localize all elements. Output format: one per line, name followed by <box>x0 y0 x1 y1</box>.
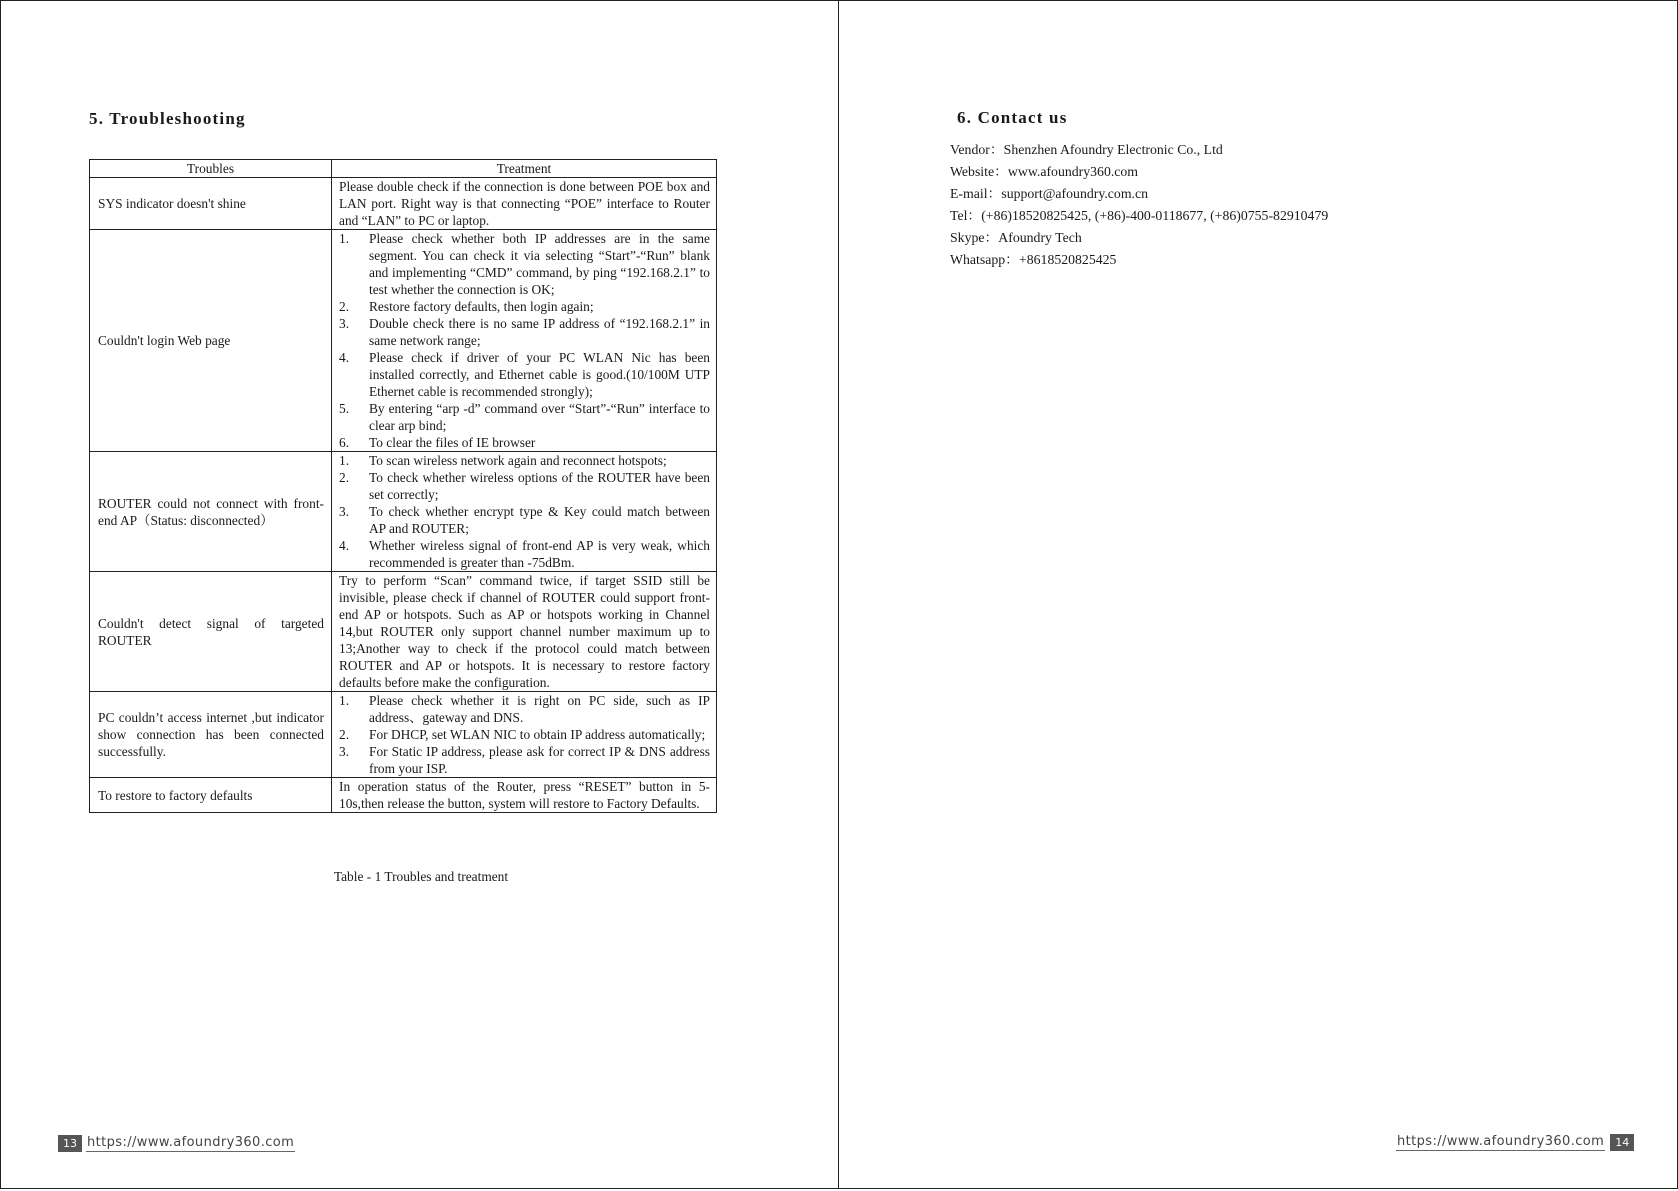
trouble-cell: To restore to factory defaults <box>90 778 332 813</box>
contact-skype: Skype：Afoundry Tech <box>950 230 1082 245</box>
table-row <box>90 692 717 778</box>
header-treatment: Treatment <box>332 160 717 178</box>
troubleshooting-table <box>89 159 717 813</box>
treatment-cell <box>332 692 717 778</box>
table-row <box>90 452 717 572</box>
list-item: 3. Double check there is no same IP address of “192.168.2.1” in same network range; <box>339 316 710 348</box>
contact-heading: 6. Contact us <box>957 108 1068 127</box>
treatment-cell: Try to perform “Scan” command twice, if target SSID still be invisible, please check if channel of ROUTER could support front-end AP or hotspots. Such as AP or hotspots working in Channel 14,but ROUTER only support channel number maximum up to 13;Another way to check if the protocol could match between ROUTER and AP or hotspots. It is necessary to restore factory defaults before make the configuration. <box>332 572 717 692</box>
footer-url[interactable]: https://www.afoundry360.com <box>87 1135 295 1150</box>
table-row <box>90 572 717 692</box>
trouble-cell: Couldn't detect signal of targeted ROUTER <box>90 572 332 692</box>
list-item: 2. To check whether wireless options of the ROUTER have been set correctly; <box>339 470 710 502</box>
table-header-row <box>90 160 717 178</box>
header-troubles: Troubles <box>90 160 332 178</box>
treatment-cell: In operation status of the Router, press “RESET” button in 5-10s,then release the button, system will restore to Factory Defaults. <box>332 778 717 813</box>
left-page <box>0 0 839 1189</box>
list-item: 3. For Static IP address, please ask for correct IP & DNS address from your ISP. <box>339 744 710 776</box>
list-item: 6. To clear the files of IE browser <box>339 435 536 450</box>
contact-whatsapp: Whatsapp：+8618520825425 <box>950 252 1117 267</box>
footer-right <box>1396 1133 1634 1152</box>
treatment-cell: Please double check if the connection is done between POE box and LAN port. Right way is that connecting “POE” interface to Router and “LAN” to PC or laptop. <box>332 178 717 230</box>
table-row <box>90 230 717 452</box>
list-item: 3. To check whether encrypt type & Key could match between AP and ROUTER; <box>339 504 710 536</box>
list-item: 4. Please check if driver of your PC WLAN Nic has been installed correctly, and Ethernet cable is good.(10/100M UTP Ethernet cable is recommended strongly); <box>339 350 710 399</box>
treatment-cell <box>332 452 717 572</box>
list-item: 2. Restore factory defaults, then login again; <box>339 299 594 314</box>
troubleshooting-heading: 5. Troubleshooting <box>89 109 246 128</box>
list-item: 1. Please check whether both IP addresses are in the same segment. You can check it via selecting “Start”-“Run” blank and implementing “CMD” command, by ping “192.168.2.1” to test whether the connection is OK; <box>339 231 710 297</box>
trouble-cell: PC couldn’t access internet ,but indicator show connection has been connected successfully. <box>90 692 332 778</box>
treatment-list <box>339 452 710 571</box>
page-number: 13 <box>58 1135 82 1152</box>
trouble-cell: SYS indicator doesn't shine <box>90 178 332 230</box>
list-item: 2. For DHCP, set WLAN NIC to obtain IP address automatically; <box>339 727 706 742</box>
table-caption: Table - 1 Troubles and treatment <box>333 869 509 884</box>
contact-email[interactable]: E-mail：support@afoundry.com.cn <box>950 186 1149 201</box>
trouble-cell: Couldn't login Web page <box>90 230 332 452</box>
treatment-list <box>339 230 710 451</box>
contact-tel: Tel：(+86)18520825425, (+86)-400-0118677, (+86)0755-82910479 <box>950 208 1329 223</box>
page-number: 14 <box>1610 1134 1634 1151</box>
list-item: 5. By entering “arp -d” command over “Start”-“Run” interface to clear arp bind; <box>339 401 710 433</box>
treatment-list <box>339 692 710 777</box>
footer-url[interactable]: https://www.afoundry360.com <box>1397 1134 1605 1149</box>
footer-left <box>58 1134 295 1153</box>
contact-website[interactable]: Website：www.afoundry360.com <box>950 164 1139 179</box>
table-row <box>90 178 717 230</box>
contact-vendor: Vendor：Shenzhen Afoundry Electronic Co., Ltd <box>950 142 1223 157</box>
list-item: 1. To scan wireless network again and reconnect hotspots; <box>339 453 667 468</box>
contact-list <box>950 139 1328 271</box>
treatment-cell <box>332 230 717 452</box>
list-item: 1. Please check whether it is right on PC side, such as IP address、gateway and DNS. <box>339 693 710 725</box>
table-row <box>90 778 717 813</box>
list-item: 4. Whether wireless signal of front-end AP is very weak, which recommended is greater than -75dBm. <box>339 538 710 570</box>
trouble-cell: ROUTER could not connect with front-end AP（Status: disconnected） <box>90 452 332 572</box>
